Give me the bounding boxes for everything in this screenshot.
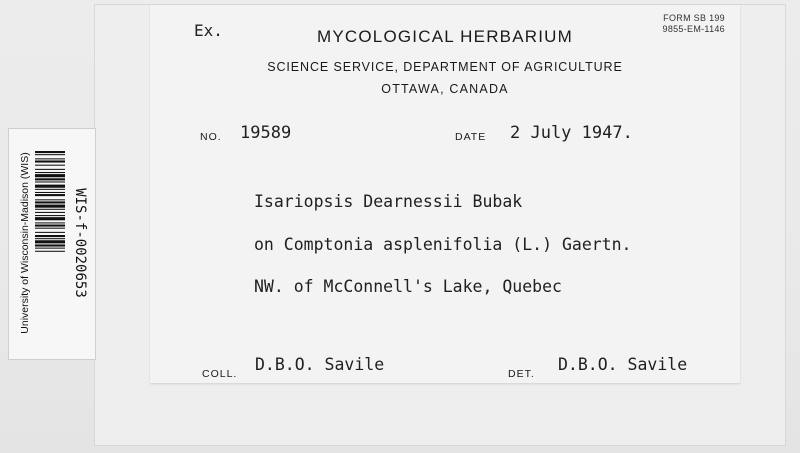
institution-name: University of Wisconsin-Madison (WIS): [19, 152, 31, 334]
collector-name: D.B.O. Savile: [255, 355, 385, 374]
barcode-bar: [35, 178, 65, 180]
catalog-code: WIS-f-0020653: [72, 188, 88, 298]
determiner-caption: DET.: [508, 368, 535, 380]
location-line: OTTAWA, CANADA: [381, 82, 509, 96]
barcode-bar: [35, 169, 65, 170]
barcode-bar: [35, 201, 65, 203]
collection-date: 2 July 1947.: [510, 123, 633, 143]
herbarium-label: [150, 5, 740, 383]
barcode-bar: [35, 189, 65, 190]
barcode-bar: [35, 154, 65, 155]
barcode-bar: [35, 251, 65, 252]
barcode-bar: [35, 151, 65, 153]
form-number-line2: 9855-EM-1146: [662, 24, 725, 34]
barcode-bar: [35, 181, 65, 182]
collection-locality: NW. of McConnell's Lake, Quebec: [254, 277, 562, 296]
barcode-bar: [35, 240, 65, 243]
date-caption: DATE: [455, 131, 487, 143]
barcode-bar: [35, 232, 65, 233]
barcode-bar: [35, 215, 65, 216]
barcode-bar: [35, 172, 65, 173]
barcode-bar: [35, 244, 65, 246]
barcode-bar: [35, 192, 65, 193]
department-line: SCIENCE SERVICE, DEPARTMENT OF AGRICULTURE: [267, 60, 623, 74]
barcode-bar: [35, 209, 65, 210]
barcode-bar: [35, 185, 65, 188]
barcode-bar: [35, 174, 65, 177]
species-name: Isariopsis Dearnessii Bubak: [254, 192, 523, 211]
barcode-bar: [35, 222, 65, 223]
barcode-label: [8, 128, 96, 360]
form-number-line1: FORM SB 199: [663, 13, 725, 23]
barcode-bar: [35, 228, 65, 229]
number-caption: NO.: [200, 131, 222, 143]
barcode-bars: [35, 151, 65, 337]
barcode-bar: [35, 165, 65, 166]
collector-caption: COLL.: [202, 368, 238, 380]
barcode-bar: [35, 158, 65, 159]
barcode-bar: [35, 212, 65, 213]
barcode-bar: [35, 205, 65, 208]
determiner-name: D.B.O. Savile: [558, 355, 688, 374]
host-plant: on Comptonia asplenifolia (L.) Gaertn.: [254, 235, 632, 254]
specimen-number: 19589: [240, 123, 292, 143]
barcode-bar: [35, 225, 65, 227]
ex-mark: Ex.: [194, 21, 223, 40]
barcode-bar: [35, 248, 65, 249]
herbarium-title: MYCOLOGICAL HERBARIUM: [317, 27, 573, 46]
barcode-bar: [35, 199, 65, 200]
barcode-bar: [35, 235, 65, 237]
barcode-bar: [35, 160, 65, 162]
barcode-bar: [35, 217, 65, 220]
barcode-bar: [35, 238, 65, 239]
barcode-bar: [35, 194, 65, 196]
